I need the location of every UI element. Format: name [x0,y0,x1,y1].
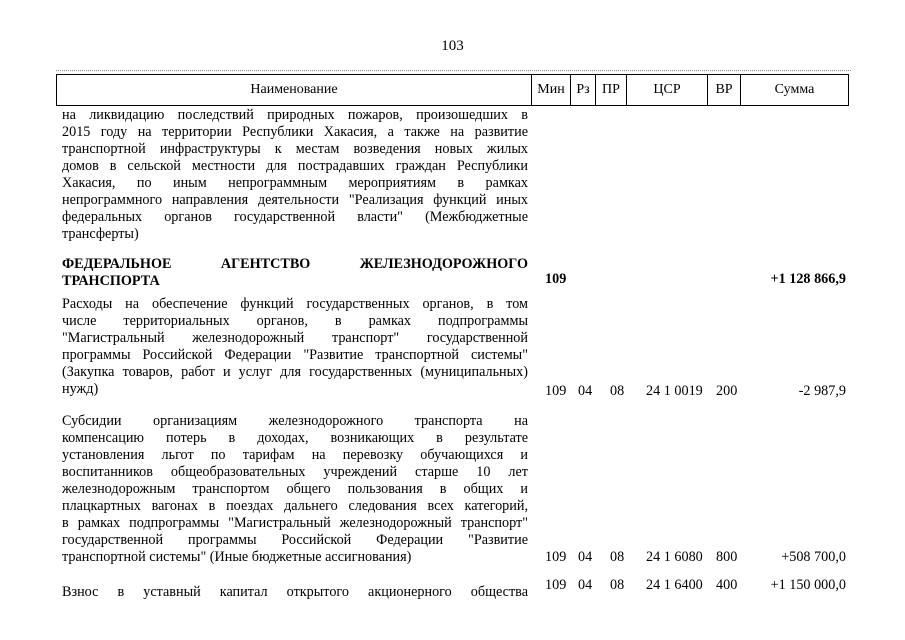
row-line: нужд) [62,381,99,397]
row-line: Субсидии организациям железнодорожного транспорта на [62,413,528,429]
row-line: в рамках подпрограммы "Магистральный железнодорожный транспорт" [62,515,528,531]
row-line: воспитанников общеобразовательных учреждений старше 10 лет [62,464,528,480]
row-line: Взнос в уставный капитал открытого акционерного общества [62,584,528,600]
row-line: государственной программы Российской Федерации "Развитие [62,532,528,548]
cell-min: 109 [545,271,567,287]
row-line: транспортной системы" (Иные бюджетные ассигнования) [62,549,412,565]
row-line: программы Российской Федерации "Развитие транспортной системы" [62,347,528,363]
cell-min: 109 [545,577,567,593]
row-name [62,296,528,398]
row-line: железнодорожным транспортом общего пользования в общих и [62,481,528,497]
table-header [56,74,849,106]
row-line: установления льгот по тарифам на перевозку обучающихся и [62,447,528,463]
header-pr: ПР [596,75,627,106]
cell-csr: 24 1 6400 [646,577,703,593]
row-line: Хакасия, по иным непрограммным мероприятиям в рамках [62,175,528,191]
cell-sum: +508 700,0 [781,549,846,565]
row-line: числе территориальных органов, в рамках подпрограммы [62,313,528,329]
row-line: Расходы на обеспечение функций государственных органов, в том [62,296,528,312]
cell-sum: -2 987,9 [798,383,846,399]
row-name [62,256,528,290]
page-number: 103 [441,38,464,54]
row-name [62,584,528,601]
row-line: трансферты) [62,226,139,242]
cell-pr: 08 [610,383,625,399]
cell-vr: 800 [716,549,738,565]
header-csr: ЦСР [627,75,708,106]
row-line: федеральных органов государственной власти" (Межбюджетные [62,209,528,225]
row-line: (Закупка товаров, работ и услуг для государственных (муниципальных) [62,364,528,380]
row-line: непрограммного направления деятельности "Реализация функций иных [62,192,528,208]
cell-sum: +1 128 866,9 [770,271,846,287]
cell-min: 109 [545,549,567,565]
header-min: Мин [532,75,571,106]
header-name: Наименование [57,75,532,106]
cell-pr: 08 [610,549,625,565]
row-name [62,413,528,566]
cell-rz: 04 [578,383,593,399]
row-line: "Магистральный железнодорожный транспорт" государственной [62,330,528,346]
row-line: ТРАНСПОРТА [62,273,160,289]
cell-pr: 08 [610,577,625,593]
row-line: компенсацию потерь в доходах, возникающих в результате [62,430,528,446]
cell-vr: 200 [716,383,738,399]
cell-csr: 24 1 6080 [646,549,703,565]
table-top-rule [56,70,851,71]
header-vr: ВР [708,75,741,106]
cell-csr: 24 1 0019 [646,383,703,399]
cell-min: 109 [545,383,567,399]
row-line: плацкартных вагонах в поездах дальнего следования всех категорий, [62,498,528,514]
row-line: 2015 году на территории Республики Хакасия, а также на развитие [62,124,528,140]
cell-rz: 04 [578,549,593,565]
header-rz: Рз [571,75,596,106]
row-line: ФЕДЕРАЛЬНОЕ АГЕНТСТВО ЖЕЛЕЗНОДОРОЖНОГО [62,256,528,272]
row-line: домов в сельской местности для пострадавших граждан Республики [62,158,528,174]
cell-sum: +1 150 000,0 [770,577,846,593]
header-sum: Сумма [741,75,849,106]
row-name [62,107,528,243]
cell-rz: 04 [578,577,593,593]
row-line: на ликвидацию последствий природных пожаров, произошедших в [62,107,528,123]
row-line: транспортной инфраструктуры к местам возведения новых жилых [62,141,528,157]
cell-vr: 400 [716,577,738,593]
